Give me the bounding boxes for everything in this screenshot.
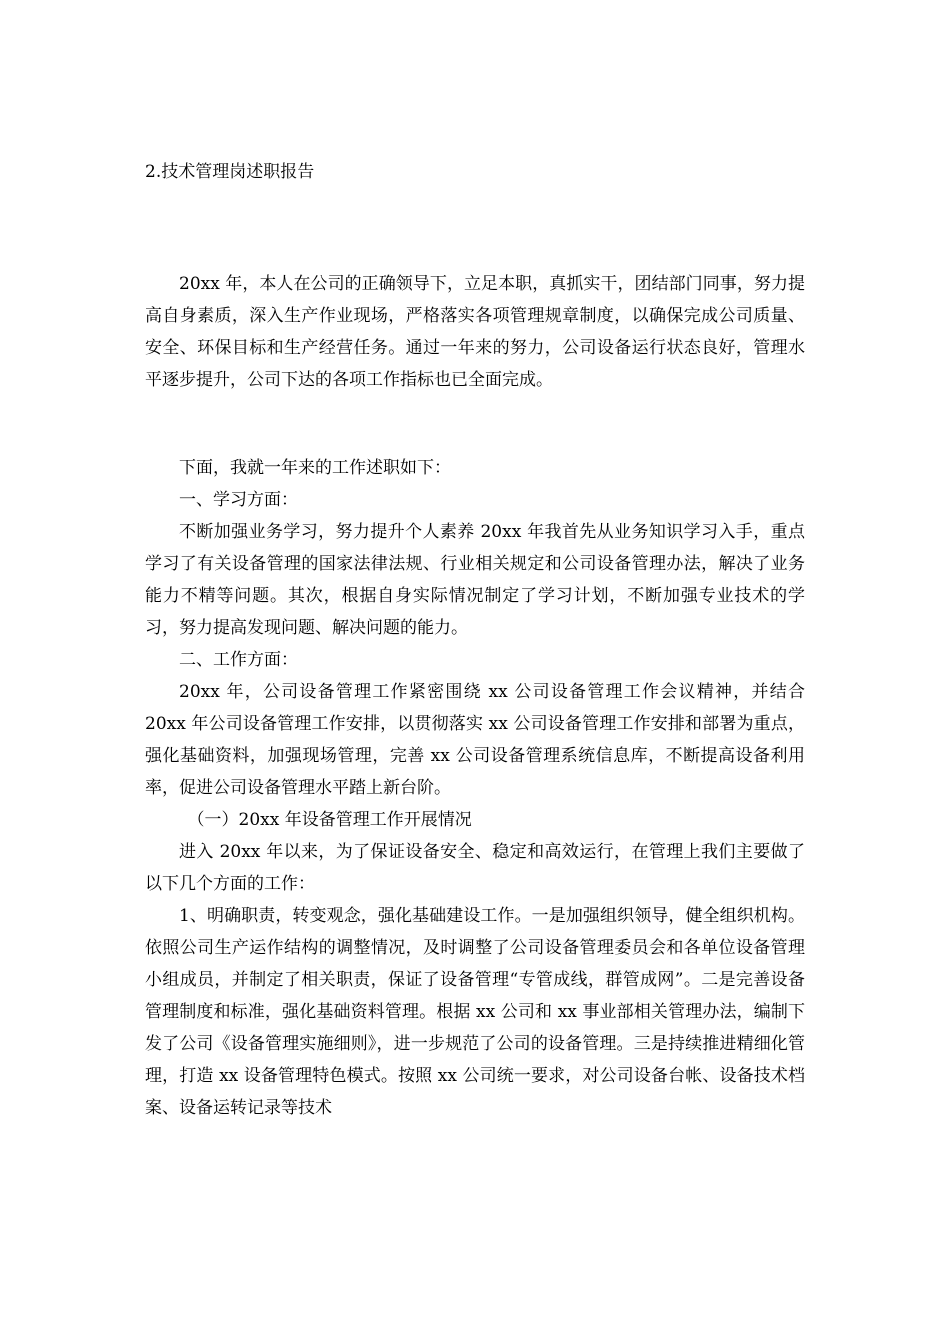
lead-paragraph: 下面，我就一年来的工作述职如下： [179,458,451,478]
document-body-main [145,452,805,1124]
item1-paragraph: 1、明确职责，转变观念，强化基础建设工作。一是加强组织领导，健全组织机构。依照公司生产运作结构的调整情况，及时调整了公司设备管理委员会和各单位设备管理小组成员，并制定了相关职责，保证了设备管理“专管成线，群管成网”。二是完善设备管理制度和标准，强化基础资料管理。根据 xx 公司和 xx 事业部相关管理办法，编制下发了公司《设备管理实施细则》，进一步规范了公司的设备管理。三是持续推进精细化管理，打造 xx 设备管理特色模式。按照 xx 公司统一要求，对公司设备台帐、设备技术档案、设备运转记录等技术 [145,906,805,1118]
section1-heading: 一、学习方面： [179,490,298,510]
intro-paragraph: 20xx 年，本人在公司的正确领导下，立足本职，真抓实干，团结部门同事，努力提高自身素质，深入生产作业现场，严格落实各项管理规章制度，以确保完成公司质量、安全、环保目标和生产经营任务。通过一年来的努力，公司设备运行状态良好，管理水平逐步提升，公司下达的各项工作指标也已全面完成。 [145,274,805,390]
section1-paragraph: 不断加强业务学习，努力提升个人素养 20xx 年我首先从业务知识学习入手，重点学习了有关设备管理的国家法律法规、行业相关规定和公司设备管理办法，解决了业务能力不精等问题。其次，根据自身实际情况制定了学习计划，不断加强专业技术的学习，努力提高发现问题、解决问题的能力。 [145,522,805,638]
section2-paragraph: 20xx 年，公司设备管理工作紧密围绕 xx 公司设备管理工作会议精神，并结合 20xx 年公司设备管理工作安排，以贯彻落实 xx 公司设备管理工作安排和部署为重点，强化基础资料，加强现场管理，完善 xx 公司设备管理系统信息库，不断提高设备利用率，促进公司设备管理水平踏上新台阶。 [145,682,805,798]
document-title: 2.技术管理岗述职报告 [145,162,315,182]
section2-heading: 二、工作方面： [179,650,298,670]
subsection1-heading: （一）20xx 年设备管理工作开展情况 [187,810,472,830]
document-body-intro [145,268,805,396]
subsection1-paragraph: 进入 20xx 年以来，为了保证设备安全、稳定和高效运行，在管理上我们主要做了以下几个方面的工作： [145,842,805,894]
